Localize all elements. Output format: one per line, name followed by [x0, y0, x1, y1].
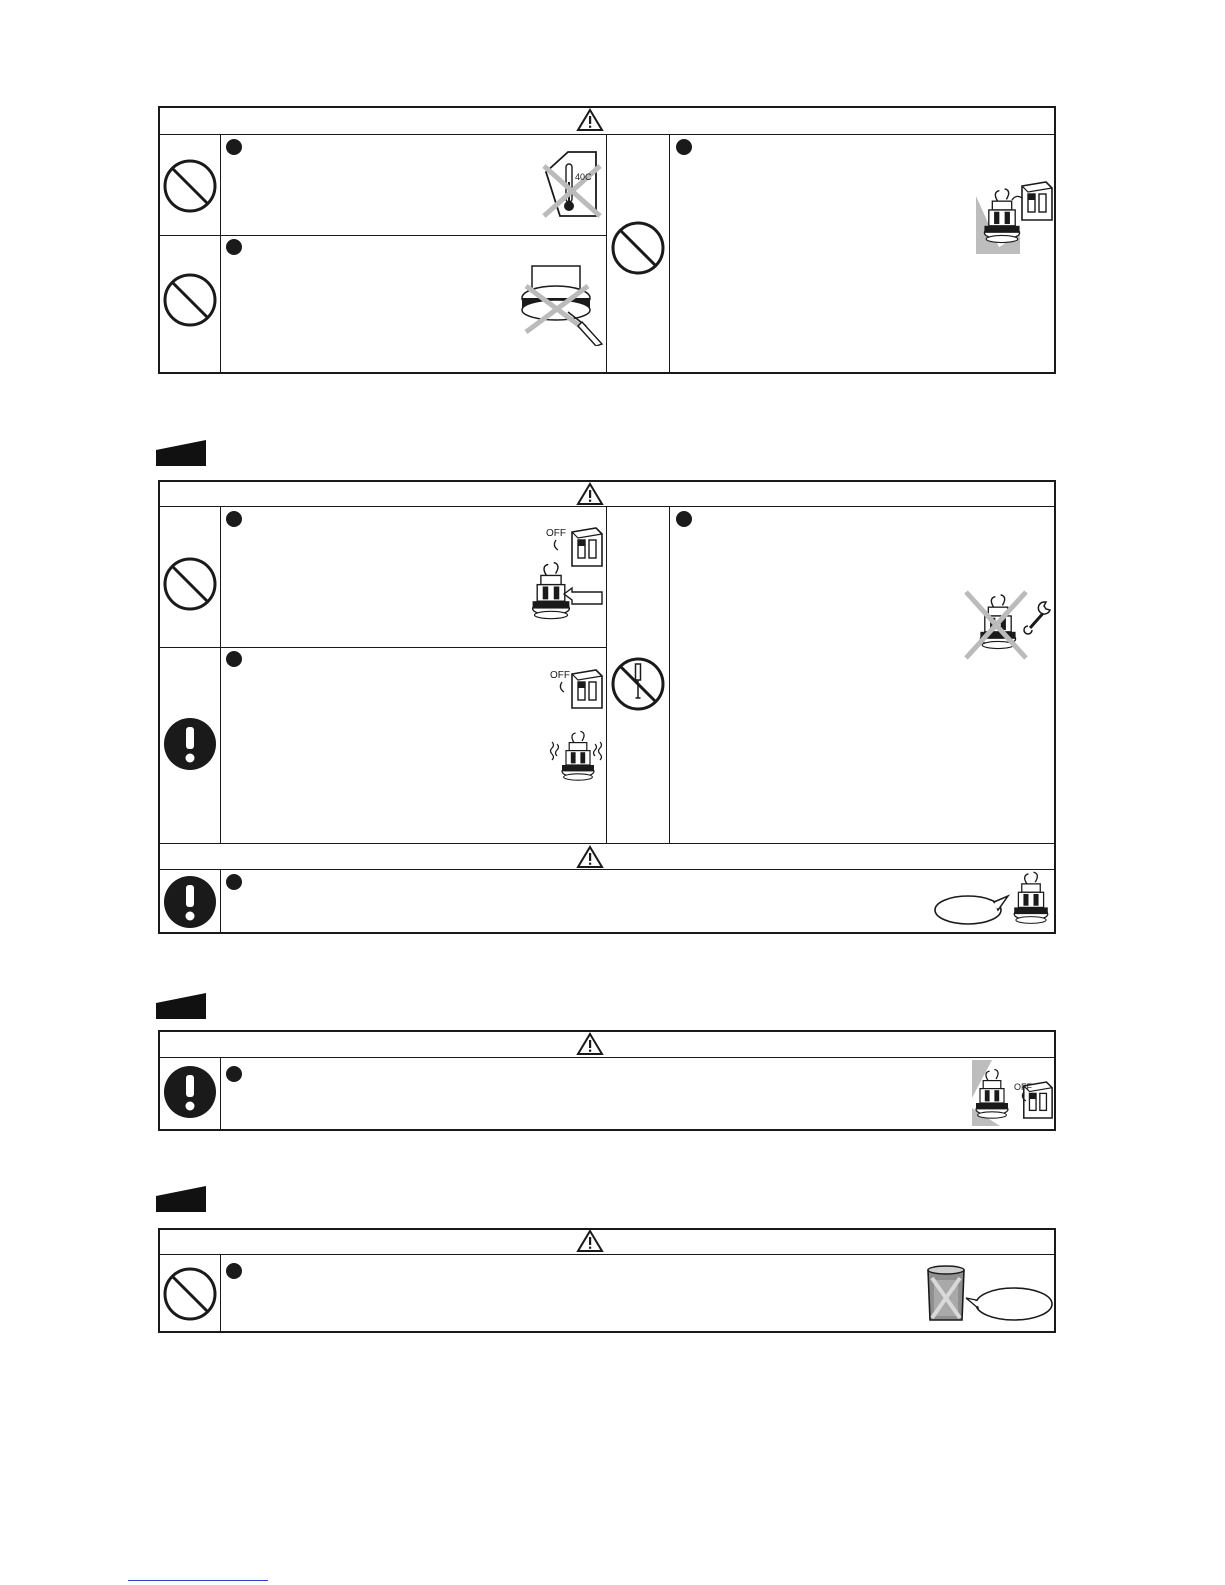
warning-box-1 [158, 106, 1056, 374]
cell-divider [220, 135, 221, 373]
bullet-dot-icon [676, 511, 692, 527]
thermometer-illustration [538, 150, 604, 220]
cell-divider [669, 507, 670, 843]
mandatory-action-icon [162, 716, 218, 772]
switch-off-label: OFF [1014, 1082, 1032, 1092]
bullet-dot-icon [226, 1263, 242, 1279]
off-switch-pump-illustration [528, 524, 606, 624]
warning-box-4 [158, 1228, 1056, 1333]
warning-box-2 [158, 480, 1056, 934]
prohibition-icon [162, 158, 218, 214]
mandatory-action-icon [162, 1064, 218, 1120]
prohibition-icon [162, 1266, 218, 1322]
row-divider [159, 647, 606, 648]
cell-divider [220, 870, 221, 932]
no-repair-pump-wrench-illustration [964, 588, 1054, 660]
cell-divider [220, 1255, 221, 1332]
cell-divider [606, 507, 607, 843]
warning-triangle-icon [576, 1229, 604, 1253]
cell-divider [220, 507, 221, 843]
pump-screwdriver-illustration [518, 262, 604, 346]
section-tab-marker [156, 1186, 206, 1212]
section-tab-marker [156, 440, 206, 466]
warning-header-divider [159, 506, 1055, 507]
pump-off-switch-illustration [970, 1058, 1056, 1128]
switch-off-label: OFF [550, 670, 570, 681]
row-divider [159, 235, 606, 236]
speech-bubble-pump-illustration [932, 866, 1054, 932]
bullet-dot-icon [226, 874, 242, 890]
warning-header-divider [159, 134, 1055, 135]
switch-off-label: OFF [546, 528, 566, 539]
cell-divider [220, 1058, 221, 1130]
bullet-dot-icon [226, 1066, 242, 1082]
footer-link-underline [128, 1580, 268, 1581]
warning-header-divider [159, 1057, 1055, 1058]
warning-triangle-icon [576, 1032, 604, 1056]
thermometer-temp-label: 40C [575, 172, 592, 182]
mandatory-action-icon [162, 874, 218, 930]
bullet-dot-icon [226, 651, 242, 667]
container-speech-bubble-illustration [924, 1264, 1056, 1324]
prohibition-icon [162, 556, 218, 612]
warning-header-divider [159, 1254, 1055, 1255]
no-disassembly-icon [610, 656, 666, 712]
bullet-dot-icon [226, 239, 242, 255]
caution-header-divider [159, 869, 1055, 870]
caution-top-divider [159, 843, 1055, 844]
prohibition-icon [162, 272, 218, 328]
section-tab-marker [156, 993, 206, 1019]
cell-divider [606, 135, 607, 373]
bullet-dot-icon [676, 139, 692, 155]
pump-switch-illustration [974, 178, 1054, 254]
cell-divider [669, 135, 670, 373]
warning-box-3 [158, 1030, 1056, 1131]
warning-triangle-icon [576, 845, 604, 869]
bullet-dot-icon [226, 511, 242, 527]
warning-triangle-icon [576, 108, 604, 132]
warning-triangle-icon [576, 482, 604, 506]
off-switch-vibrating-pump-illustration [548, 664, 606, 792]
bullet-dot-icon [226, 139, 242, 155]
prohibition-icon [610, 220, 666, 276]
